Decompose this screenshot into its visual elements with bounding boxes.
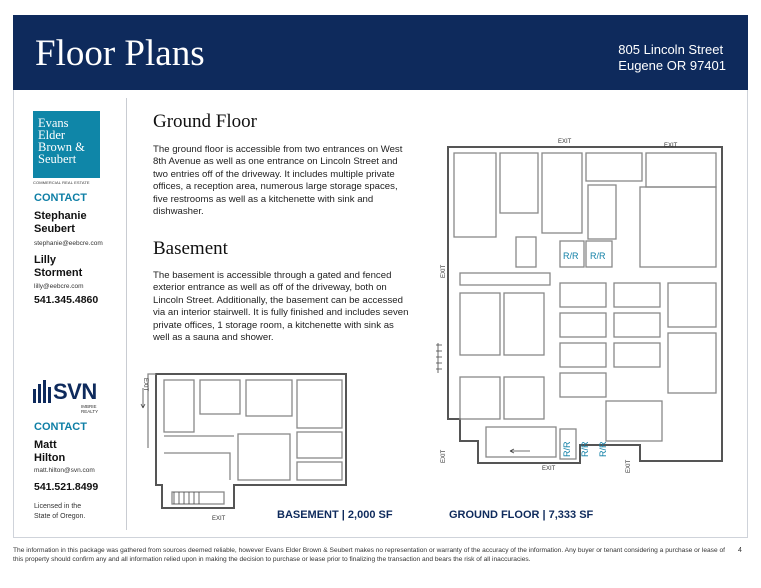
restroom-label: R/R bbox=[563, 251, 579, 261]
exit-label: EXIT bbox=[142, 378, 148, 392]
address-line-2: Eugene OR 97401 bbox=[618, 58, 726, 73]
address-line-1: 805 Lincoln Street bbox=[618, 42, 724, 57]
contact-heading: CONTACT bbox=[34, 192, 87, 204]
restroom-label: R/R bbox=[580, 441, 590, 457]
contact-last-name: Storment bbox=[34, 267, 83, 279]
contact-name bbox=[34, 439, 65, 465]
contact-email-link[interactable]: stephanie@eebcre.com bbox=[34, 240, 103, 247]
contact-name bbox=[34, 210, 87, 236]
ground-floor-heading: Ground Floor bbox=[153, 111, 257, 132]
ground-floor-description: The ground floor is accessible from two entrances on West 8th Avenue as well as one entrance on Lincoln Street and two entries off of the driveway. It includes multiple private offices, a reception area, numerous large storage spaces, five restrooms as well as a kitchenette with sink and dishwasher. bbox=[153, 144, 403, 218]
exit-label: EXIT bbox=[664, 143, 678, 149]
contact-heading: CONTACT bbox=[34, 421, 87, 433]
eebs-logo-tagline: COMMERCIAL REAL ESTATE bbox=[33, 180, 90, 185]
page-number: 4 bbox=[738, 547, 742, 554]
contact-last-name: Seubert bbox=[34, 223, 75, 235]
contact-email-link[interactable]: lilly@eebcre.com bbox=[34, 283, 84, 290]
disclaimer: The information in this package was gathered from sources deemed reliable, however Evans Elder Brown & Seubert makes no representation or warranty of the accuracy of the information. Any buyer or tenant considering a purchase or lease of this property should confirm any and all information relied upon in making the decision to purchase or lease prior to finalizing the transaction and bears the risk of all inaccuracies. bbox=[13, 547, 725, 563]
sidebar-divider bbox=[126, 98, 127, 530]
exit-label: EXIT bbox=[558, 139, 572, 145]
eebs-logo-line: Elder bbox=[38, 128, 66, 142]
exit-label: EXIT bbox=[212, 516, 226, 522]
basement-plan-label: BASEMENT | 2,000 SF bbox=[277, 509, 393, 521]
restroom-label: R/R bbox=[598, 441, 608, 457]
ground-floor-plan bbox=[430, 133, 730, 498]
ground-plan-label: GROUND FLOOR | 7,333 SF bbox=[449, 509, 594, 521]
basement-heading: Basement bbox=[153, 238, 228, 259]
eebs-logo-line: Evans bbox=[38, 116, 69, 130]
basement-description: The basement is accessible through a gated and fenced exterior entrance as well as off of the driveway, both on Lincoln Street. Additionally, the basement can be accessed via an interior stairwell. It is fully finished and includes seven private offices, 1 storage room, a kitchenette with sink as well as a sauna and shower. bbox=[153, 270, 409, 344]
restroom-label: R/R bbox=[590, 251, 606, 261]
page-header bbox=[13, 15, 748, 90]
basement-floor-plan bbox=[134, 368, 352, 523]
license-line: State of Oregon. bbox=[34, 513, 86, 520]
page-title: Floor Plans bbox=[35, 33, 205, 74]
license-line: Licensed in the bbox=[34, 503, 82, 510]
contact-first-name: Stephanie bbox=[34, 210, 87, 222]
contact-name bbox=[34, 254, 82, 280]
property-address bbox=[618, 42, 726, 74]
svn-logo bbox=[31, 379, 111, 414]
contact-last-name: Hilton bbox=[34, 452, 66, 464]
svn-building-icon bbox=[31, 379, 53, 405]
contact-email-link[interactable]: matt.hilton@svn.com bbox=[34, 467, 95, 474]
contact-first-name: Matt bbox=[34, 439, 57, 451]
svn-wordmark: SVN bbox=[53, 379, 97, 404]
contact-phone[interactable]: 541.345.4860 bbox=[34, 294, 99, 306]
svn-subtitle: IMBRIE REALTY bbox=[81, 404, 99, 414]
exit-label: EXIT bbox=[441, 449, 447, 463]
eebs-logo-line: Brown & bbox=[38, 140, 85, 154]
eebs-logo bbox=[33, 111, 100, 178]
exit-label: EXIT bbox=[626, 459, 632, 473]
license-note bbox=[34, 502, 104, 522]
eebs-logo-line: Seubert bbox=[38, 152, 77, 166]
exit-label: EXIT bbox=[542, 466, 556, 472]
contact-first-name: Lilly bbox=[34, 254, 57, 266]
contact-phone[interactable]: 541.521.8499 bbox=[34, 481, 99, 493]
exit-label: EXIT bbox=[441, 264, 447, 278]
restroom-label: R/R bbox=[562, 441, 572, 457]
